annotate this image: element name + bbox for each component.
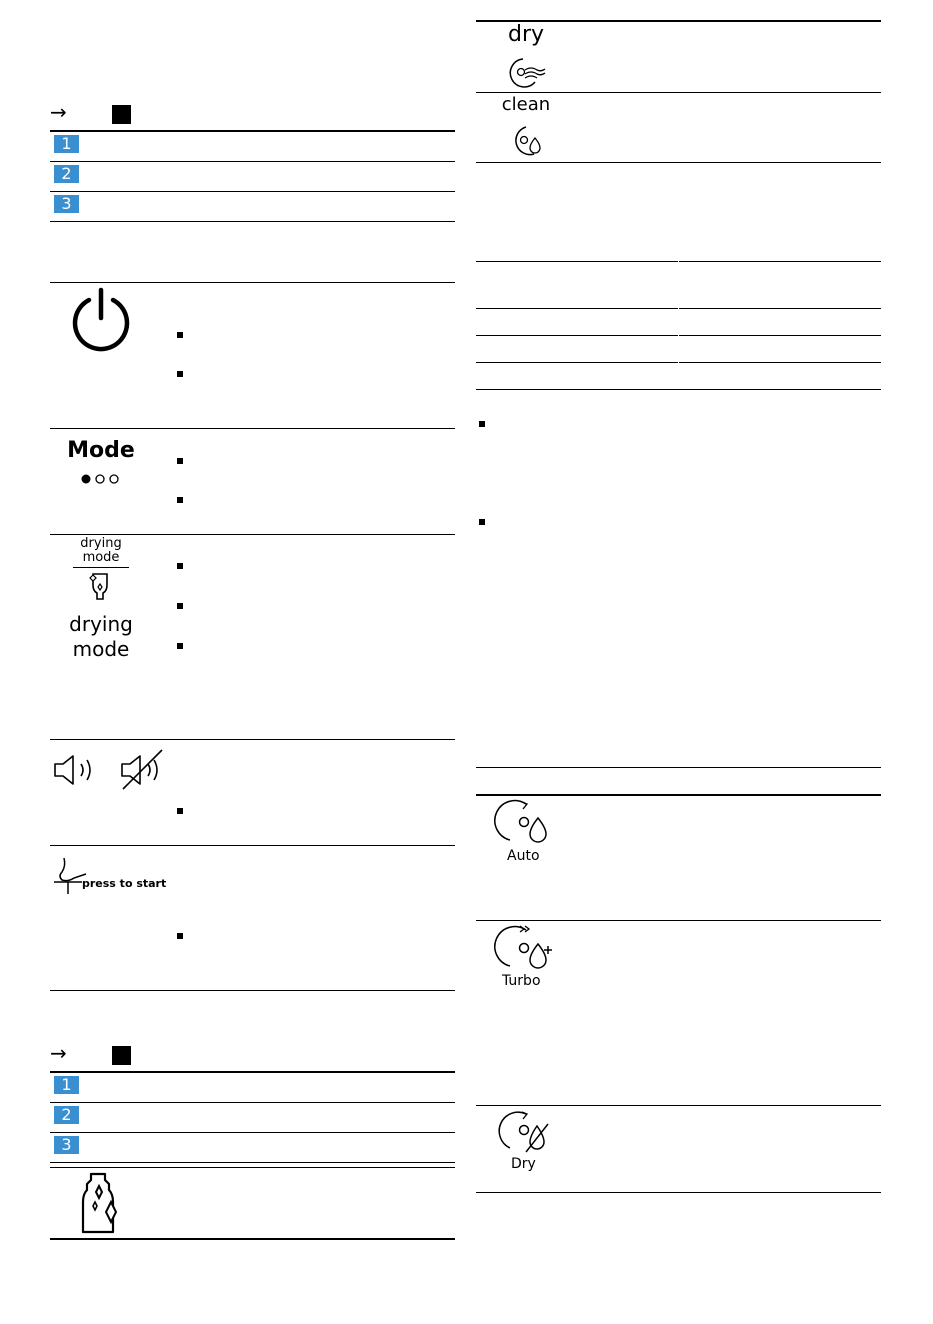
drying-mode-label-2: mode — [72, 637, 130, 661]
bullet — [177, 332, 183, 338]
drying-mode-label: drying — [69, 612, 133, 636]
bullet — [177, 603, 183, 609]
drying-mode-small-label-2: mode — [82, 550, 120, 565]
clean-label: clean — [501, 94, 551, 115]
dry-mode-icon — [502, 1110, 552, 1156]
bullet — [177, 643, 183, 649]
dry-label: Dry — [511, 1156, 536, 1172]
step-badge-1: 1 — [54, 1076, 79, 1094]
bullet — [177, 808, 183, 814]
arrow-icon: → — [50, 1041, 67, 1065]
bullet — [479, 421, 485, 427]
drying-mode-small-label: drying — [80, 536, 122, 551]
step-badge-2: 2 — [54, 1106, 79, 1124]
cleaner-bottle-icon — [77, 1172, 125, 1236]
foot-pedal-icon — [52, 856, 88, 896]
power-icon — [68, 286, 134, 352]
black-square-marker — [112, 105, 131, 124]
press-to-start-label: press to start — [82, 877, 167, 890]
bullet — [177, 563, 183, 569]
bullet — [177, 497, 183, 503]
dry-cycle-icon — [505, 56, 547, 90]
clean-cycle-icon — [508, 124, 548, 160]
turbo-label: Turbo — [502, 973, 541, 989]
drying-mode-icon — [86, 571, 114, 603]
step-badge-3: 3 — [54, 1136, 79, 1154]
bullet — [479, 519, 485, 525]
speaker-muted-icon — [120, 748, 166, 790]
bullet — [177, 933, 183, 939]
step-badge-2: 2 — [54, 165, 79, 183]
mode-label: Mode — [67, 438, 135, 463]
auto-mode-icon — [502, 800, 552, 848]
step-badge-1: 1 — [54, 135, 79, 153]
turbo-mode-icon — [502, 924, 554, 974]
arrow-icon: → — [50, 100, 67, 124]
step-badge-3: 3 — [54, 195, 79, 213]
bullet — [177, 458, 183, 464]
auto-label: Auto — [507, 848, 540, 864]
bullet — [177, 371, 183, 377]
speaker-on-icon — [53, 754, 97, 786]
mode-dots-icon — [80, 473, 122, 485]
dry-label: dry — [507, 22, 545, 47]
black-square-marker — [112, 1046, 131, 1065]
